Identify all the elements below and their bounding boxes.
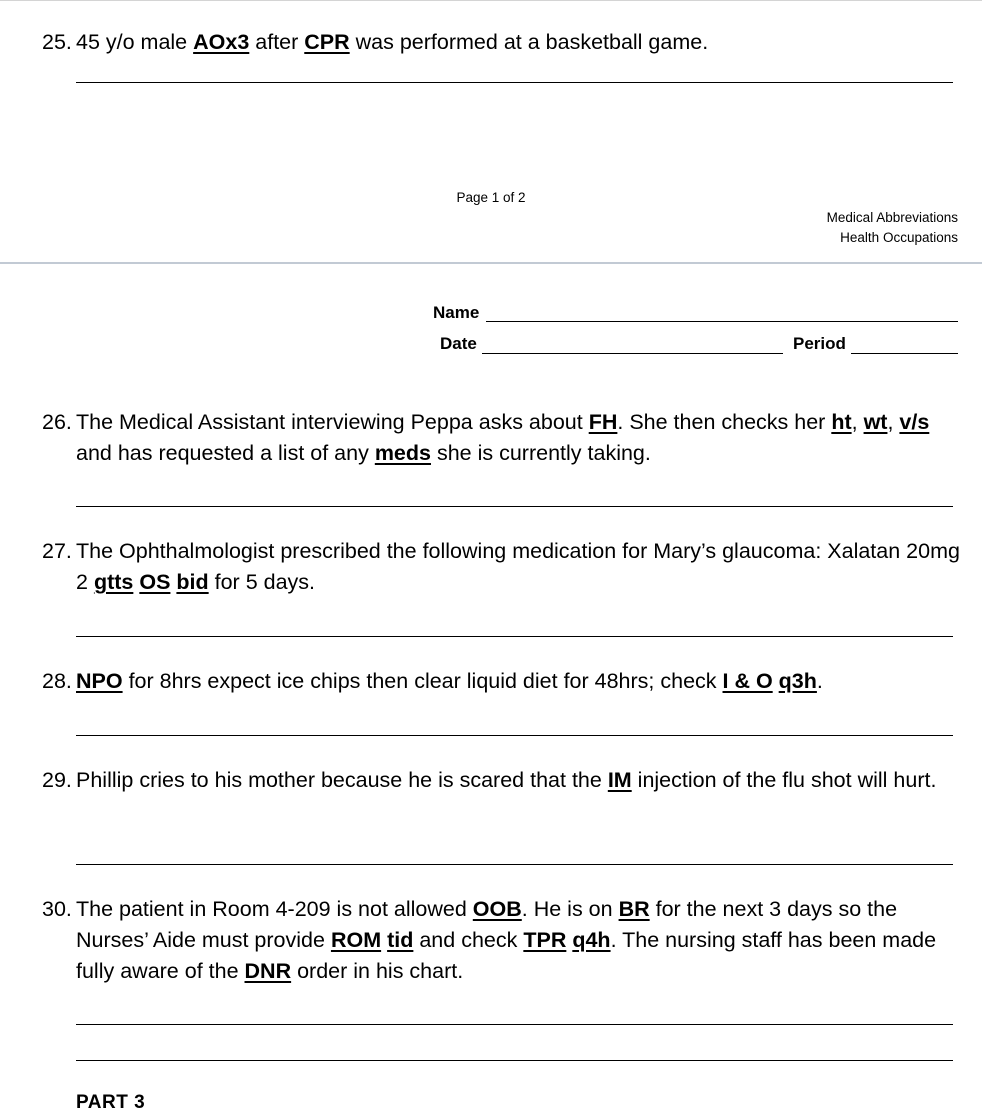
abbreviation: IM [607,768,632,792]
abbreviation: ROM [330,928,382,952]
question-25 [42,27,967,58]
question-28 [42,666,967,697]
text-segment: for 5 days. [208,570,316,594]
question-text [76,765,967,796]
course-title: Medical Abbreviations [826,210,958,225]
text-segment: . She then checks her [617,410,832,434]
abbreviation: AOx3 [193,30,250,54]
answer-line-30b [76,1060,953,1061]
name-label: Name [433,303,480,322]
question-number: 25. [42,30,72,54]
answer-line-29 [76,864,953,865]
abbreviation: TPR [523,928,567,952]
text-segment: The patient in Room 4-209 is not allowed [76,897,473,921]
question-27 [42,536,967,598]
answer-line-30a [76,1024,953,1025]
abbreviation: wt [863,410,888,434]
abbreviation: q4h [572,928,611,952]
answer-line-27 [76,636,953,637]
question-number: 29. [42,768,72,792]
text-segment: and check [413,928,524,952]
course-subject: Health Occupations [840,230,958,245]
abbreviation: I & O [722,669,773,693]
answer-line-25 [76,82,953,83]
abbreviation: OOB [472,897,522,921]
date-field-line[interactable] [482,353,783,354]
abbreviation: OS [139,570,171,594]
question-number: 27. [42,539,72,563]
text-segment: . He is on [521,897,619,921]
page-separator [0,262,982,264]
name-field-line[interactable] [486,321,958,322]
abbreviation: NPO [76,669,123,693]
question-text [76,536,967,598]
abbreviation: v/s [899,410,930,434]
abbreviation: q3h [778,669,817,693]
text-segment: The Medical Assistant interviewing Peppa asks about [76,410,589,434]
answer-line-28 [76,735,953,736]
text-segment: order in his chart. [291,959,464,983]
question-text [76,27,967,58]
question-number: 28. [42,669,72,693]
page-top-border [0,0,982,1]
text-segment: and has requested a list of any [76,441,375,465]
text-segment: , [887,410,900,434]
text-segment: Phillip cries to his mother because he is scared that the [76,768,608,792]
text-segment: . The nursing staff has been made fully aware of the [76,928,937,983]
question-text [76,666,967,697]
question-29 [42,765,967,796]
question-number: 30. [42,897,72,921]
question-26 [42,407,967,469]
text-segment: , [851,410,864,434]
text-segment: The Ophthalmologist prescribed the following medication for Mary’s glaucoma: Xalatan 20mg 2 [76,539,960,594]
text-segment: she is currently taking. [430,441,651,465]
period-label: Period [793,334,846,353]
abbreviation: ht [831,410,852,434]
text-segment: . [816,669,823,693]
abbreviation: gtts [93,570,134,594]
date-label: Date [440,334,477,353]
text-segment: after [249,30,305,54]
question-text [76,894,967,987]
abbreviation: DNR [244,959,292,983]
text-segment: 45 y/o male [76,30,194,54]
course-info [827,208,958,248]
abbreviation: tid [387,928,414,952]
text-segment: for 8hrs expect ice chips then clear liquid diet for 48hrs; check [122,669,723,693]
abbreviation: bid [176,570,209,594]
text-segment: for the next 3 days so the Nurses’ Aide must provide [76,897,898,952]
period-field-line[interactable] [851,353,958,354]
abbreviation: CPR [304,30,350,54]
question-30 [42,894,967,987]
abbreviation: BR [618,897,650,921]
section-heading: PART 3 [76,1092,146,1113]
abbreviation: meds [374,441,431,465]
text-segment: was performed at a basketball game. [349,30,709,54]
question-text [76,407,967,469]
question-number: 26. [42,410,72,434]
answer-line-26 [76,506,953,507]
page-number: Page 1 of 2 [456,190,526,205]
abbreviation: FH [588,410,618,434]
text-segment: injection of the flu shot will hurt. [631,768,937,792]
